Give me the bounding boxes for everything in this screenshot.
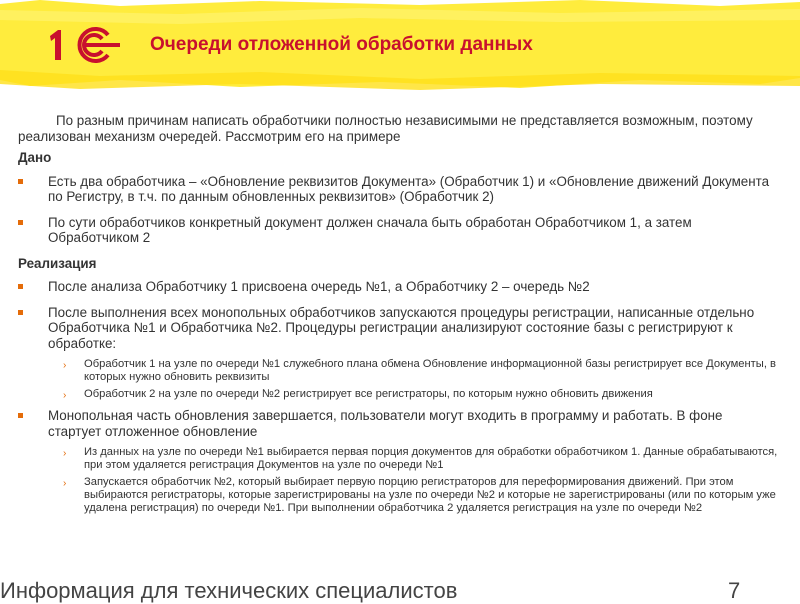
implementation-heading: Реализация — [18, 255, 97, 271]
list-item: Монопольная часть обновления завершается, пользователи могут входить в программу и работать. В фоне стартует отложенное обновление — [18, 408, 778, 439]
list-item: По сути обработчиков конкретный документ должен сначала быть обработан Обработчиком 1, а затем Обработчиком 2 — [18, 215, 778, 246]
square-bullet-icon — [18, 179, 23, 184]
list-item: После анализа Обработчику 1 присвоена очередь №1, а Обработчику 2 – очередь №2 — [18, 279, 778, 295]
sub-list-item: › Обработчик 1 на узле по очереди №1 служебного плана обмена Обновление информационной базы регистрирует все Документы, в которых нужно обновить реквизиты — [63, 358, 776, 383]
square-bullet-icon — [18, 413, 23, 418]
square-bullet-icon — [18, 220, 23, 225]
given-heading: Дано — [18, 150, 52, 165]
list-item: После выполнения всех монопольных обработчиков запускаются процедуры регистрации, написанные отдельно Обработчика №1 и Обработчика №2. Процедуры регистрации анализируют состояние базы с регистрируют к обработке: — [18, 305, 778, 352]
sub-list-item: › Запускается обработчик №2, который выбирает первую порцию регистраторов для переформирования движений. При этом выбираются регистраторы, которые зарегистрированы на узле по очереди №2 и которые не зарегистрированы (или по которым уже удалена регистрация) по очереди №1. При выполнении обработчика 2 удаляется регистрация на узле по очереди №2 — [63, 476, 776, 514]
square-bullet-icon — [18, 284, 23, 289]
slide-content — [18, 113, 778, 522]
intro-paragraph: По разным причинам написать обработчики полностью независимыми не представляется возможным, поэтому реализован механизм очередей. Рассмотрим его на примере — [18, 113, 753, 144]
footer-text: Информация для технических специалистов — [0, 578, 458, 603]
chevron-bullet-icon: › — [63, 390, 67, 401]
page-title: Очереди отложенной обработки данных — [150, 34, 533, 55]
chevron-bullet-icon: › — [63, 448, 67, 459]
sub-list-item: › Обработчик 2 на узле по очереди №2 регистрирует все регистраторы, по которым нужно обновить движения — [63, 388, 653, 401]
1c-logo — [46, 26, 122, 64]
chevron-bullet-icon: › — [63, 478, 67, 489]
sub-list-item: › Из данных на узле по очереди №1 выбирается первая порция документов для обработки обработчиком 1. Данные обрабатываются, при этом удаляется регистрация Документов на узле по очереди №1 — [63, 446, 778, 471]
page-number: 7 — [728, 578, 741, 603]
square-bullet-icon — [18, 310, 23, 315]
list-item: Есть два обработчика – «Обновление реквизитов Документа» (Обработчик 1) и «Обновление движений Документа по Регистру, в т.ч. по данным обновленных реквизитов» (Обработчик 2) — [18, 174, 778, 205]
chevron-bullet-icon: › — [63, 360, 67, 371]
